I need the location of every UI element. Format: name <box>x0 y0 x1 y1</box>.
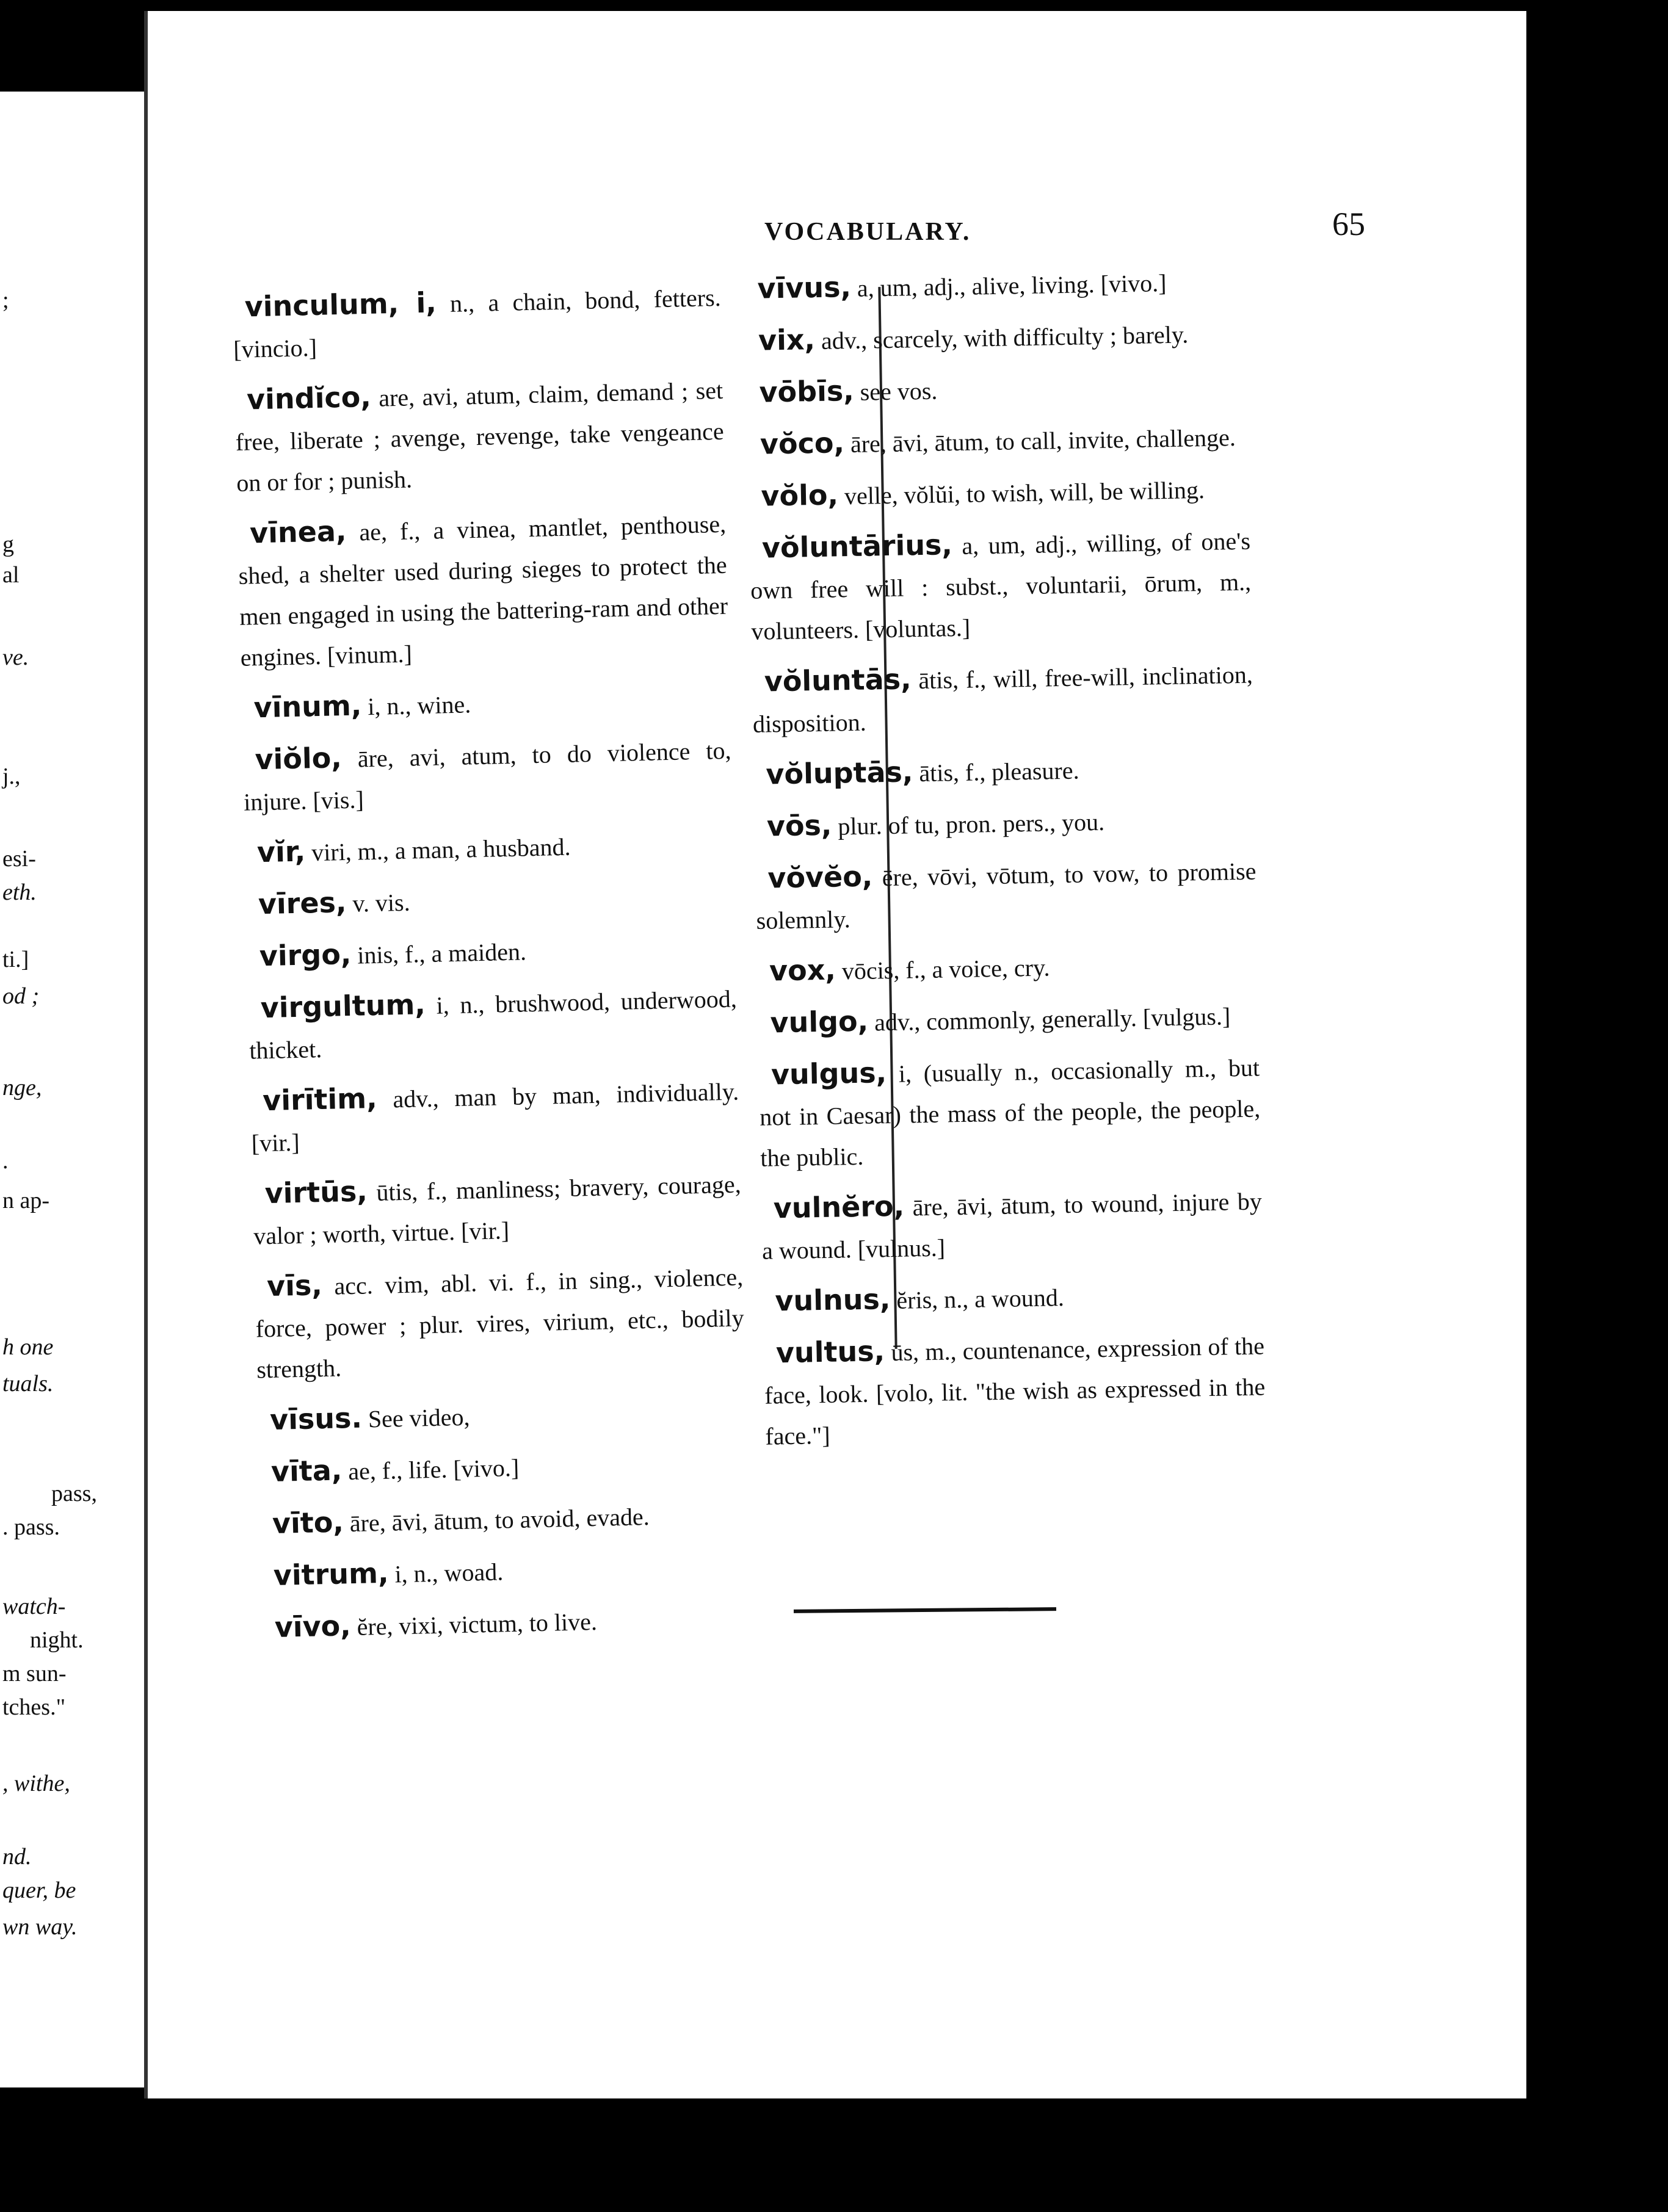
entry-headword: vīta, <box>270 1453 343 1489</box>
vocabulary-entry <box>745 312 1247 363</box>
vocabulary-entry <box>763 1272 1264 1323</box>
entry-headword: virgultum, <box>260 988 426 1025</box>
entry-definition: ēre, vōvi, vōtum, to vow, to promise solemnly. <box>756 857 1256 934</box>
vocabulary-entry <box>254 1255 745 1390</box>
previous-page-fragment: pass, <box>51 1481 97 1506</box>
entry-definition: a, um, adj., alive, living. [vivo.] <box>850 269 1167 302</box>
entry-definition: ae, f., a vinea, mantlet, penthouse, shed, a shelter used during sieges to protect the men engaged in using the battering-ram and other engines. [vinum.] <box>238 510 728 671</box>
entry-headword: vŏluntārius, <box>761 528 953 565</box>
entry-headword: vitrum, <box>273 1556 390 1592</box>
entry-definition: n., a chain, bond, fetters. [vincio.] <box>233 283 722 363</box>
vocabulary-entry <box>753 746 1255 797</box>
entry-headword: viŏlo, <box>254 741 343 776</box>
vocabulary-entry <box>749 468 1250 518</box>
previous-page-fragment: esi- <box>2 846 36 872</box>
vocabulary-entry <box>261 1544 750 1597</box>
vocabulary-entry <box>242 729 733 823</box>
entry-headword: vīres, <box>258 886 347 921</box>
entry-headword: vŏluntās, <box>764 662 912 698</box>
running-head: VOCABULARY. <box>764 218 971 246</box>
previous-page-fragment: ti.] <box>2 947 29 972</box>
previous-page-fragment: h one <box>2 1334 54 1360</box>
entry-definition: velle, vŏlŭi, to wish, will, be willing. <box>838 475 1205 510</box>
vocabulary-entry <box>237 502 729 678</box>
entry-headword: vultus, <box>775 1334 885 1370</box>
previous-page-fragment: od ; <box>2 983 40 1009</box>
entry-definition: vōcis, f., a voice, cry. <box>835 953 1050 985</box>
entry-definition: viri, m., a man, a husband. <box>305 833 571 867</box>
vocabulary-entry <box>244 822 733 875</box>
vocabulary-entry <box>747 364 1248 414</box>
previous-page-fragment: wn way. <box>2 1914 78 1940</box>
entry-definition: āre, avi, atum, to do violence to, injure. [vis.] <box>243 736 731 816</box>
previous-page-fragment: n ap- <box>2 1188 50 1213</box>
previous-page-fragment: night. <box>30 1627 84 1653</box>
vocabulary-entry <box>247 925 736 978</box>
vocabulary-entry <box>749 519 1252 652</box>
entry-definition: āre, āvi, ātum, to wound, injure by a wound. [vulnus.] <box>761 1187 1263 1265</box>
entry-headword: vīto, <box>272 1505 344 1541</box>
entry-definition: āre, āvi, ātum, to call, invite, challenge. <box>844 424 1236 458</box>
entry-definition: adv., scarcely, with difficulty ; barely. <box>814 320 1189 355</box>
entry-definition: v. vis. <box>346 888 411 918</box>
entry-definition: adv., commonly, generally. [vulgus.] <box>868 1002 1231 1036</box>
vocabulary-entry <box>758 1046 1261 1178</box>
entry-headword: virtūs, <box>264 1174 368 1210</box>
entry-definition: ĕris, n., a wound. <box>890 1284 1065 1315</box>
entry-definition: i, n., woad. <box>388 1558 504 1588</box>
previous-page-fragment: nge, <box>2 1075 42 1101</box>
entry-headword: vīs, <box>266 1268 323 1303</box>
vocabulary-entry <box>745 260 1246 311</box>
entry-definition: āre, āvi, ātum, to avoid, evade. <box>343 1503 650 1538</box>
entry-headword: virgo, <box>259 937 352 973</box>
entry-headword: vulgo, <box>770 1004 869 1039</box>
entry-headword: vindĭco, <box>246 380 372 416</box>
page-edge-shadow <box>1526 0 1668 2136</box>
entry-definition: i, n., brushwood, underwood, thicket. <box>248 985 738 1064</box>
vocabulary-entry <box>232 276 722 370</box>
entry-definition: acc. vim, abl. vi. f., in sing., violence, force, power ; plur. vires, virium, etc., bodily strength. <box>255 1263 745 1384</box>
entry-headword: vĭr, <box>256 834 306 869</box>
entry-definition: a, um, adj., willing, of one's own free will : subst., voluntarii, ōrum, m., volunteers. [voluntas.] <box>750 527 1252 645</box>
entry-definition: See video, <box>361 1403 470 1433</box>
vocabulary-entry <box>250 1070 741 1164</box>
entry-headword: vŏlo, <box>761 478 839 513</box>
vocabulary-entry <box>258 1440 747 1494</box>
previous-page-fragment: watch- <box>2 1594 66 1619</box>
entry-headword: vīvus, <box>757 270 852 305</box>
entry-definition: ūtis, f., manliness; bravery, courage, valor ; worth, virtue. [vir.] <box>253 1170 742 1250</box>
previous-page-fragment: . <box>2 1148 9 1174</box>
entry-headword: vōbīs, <box>759 374 855 409</box>
entry-headword: vīnum, <box>253 689 362 725</box>
vocabulary-entry <box>754 798 1255 848</box>
vocabulary-entry <box>245 873 734 927</box>
vocabulary-entry <box>241 677 730 730</box>
vocabulary-entry <box>763 1324 1266 1456</box>
entry-definition: ĕre, vixi, victum, to live. <box>350 1608 598 1641</box>
previous-page-fragment: nd. <box>2 1844 32 1870</box>
vocabulary-entry <box>259 1492 749 1545</box>
entry-headword: vox, <box>769 953 836 988</box>
previous-page-fragment: . pass. <box>2 1514 60 1540</box>
vocabulary-entry <box>262 1596 751 1649</box>
page-number: 65 <box>1332 206 1365 242</box>
previous-page-fragment: m sun- <box>2 1661 67 1686</box>
entry-headword: vinculum, i, <box>244 286 437 323</box>
previous-page-fragment: al <box>2 562 20 588</box>
previous-page-fragment: quer, be <box>2 1878 76 1903</box>
vocabulary-entry <box>755 850 1257 941</box>
vocabulary-column-right <box>745 260 1266 1467</box>
entry-definition: ūs, m., countenance, expression of the face, look. [volo, lit. "the wish as expressed in the face."] <box>764 1332 1266 1450</box>
entry-headword: vīvo, <box>274 1609 352 1644</box>
entry-definition: i, (usually n., occasionally m., but not in Caesar) the mass of the people, the people, the public. <box>759 1054 1261 1172</box>
vocabulary-column-left <box>232 276 752 1660</box>
entry-headword: virītim, <box>262 1081 378 1118</box>
entry-headword: vulnus, <box>775 1282 891 1318</box>
entry-definition: ātis, f., pleasure. <box>913 756 1079 787</box>
vocabulary-entry <box>257 1389 746 1442</box>
entry-headword: vŏco, <box>760 426 845 461</box>
entry-definition: are, avi, atum, claim, demand ; set free, liberate ; avenge, revenge, take vengeance on or for ; punish. <box>235 376 725 497</box>
entry-definition: ae, f., life. [vivo.] <box>341 1453 520 1486</box>
entry-definition: i, n., wine. <box>361 690 471 721</box>
entry-definition: ātis, f., will, free-will, inclination, disposition. <box>752 660 1253 738</box>
previous-page-fragment: g <box>2 532 14 557</box>
previous-page-fragment: tches." <box>2 1694 66 1720</box>
vocabulary-entry <box>252 1162 742 1256</box>
vocabulary-entry <box>752 653 1253 745</box>
entry-headword: vōs, <box>766 808 832 843</box>
previous-page-fragment: j., <box>2 764 21 789</box>
entry-definition: adv., man by man, individually. [vir.] <box>251 1077 739 1157</box>
entry-definition: inis, f., a maiden. <box>350 938 527 969</box>
vocabulary-entry <box>761 1179 1263 1271</box>
entry-definition: plur. of tu, pron. pers., you. <box>832 808 1105 840</box>
previous-page-fragment: , withe, <box>2 1771 70 1796</box>
previous-page-fragment: tuals. <box>2 1371 54 1397</box>
entry-headword: vulnĕro, <box>773 1189 905 1225</box>
vocabulary-entry <box>248 977 738 1071</box>
entry-headword: vīsus. <box>269 1401 363 1437</box>
entry-headword: vulgus, <box>771 1056 887 1091</box>
vocabulary-entry <box>747 416 1249 466</box>
entry-headword: vix, <box>758 323 816 357</box>
entry-headword: vŏluptās, <box>765 755 913 791</box>
scan-border <box>0 2149 1668 2212</box>
previous-page-fragment: ; <box>2 287 9 313</box>
entry-headword: vŏvĕo, <box>767 859 873 895</box>
vocabulary-entry <box>757 942 1258 993</box>
vocabulary-entry <box>234 369 725 504</box>
previous-page-fragment: eth. <box>2 880 37 905</box>
entry-definition: see vos. <box>854 377 938 406</box>
vocabulary-entry <box>758 994 1259 1045</box>
previous-page-fragment: ve. <box>2 645 29 670</box>
entry-headword: vīnea, <box>249 514 347 550</box>
